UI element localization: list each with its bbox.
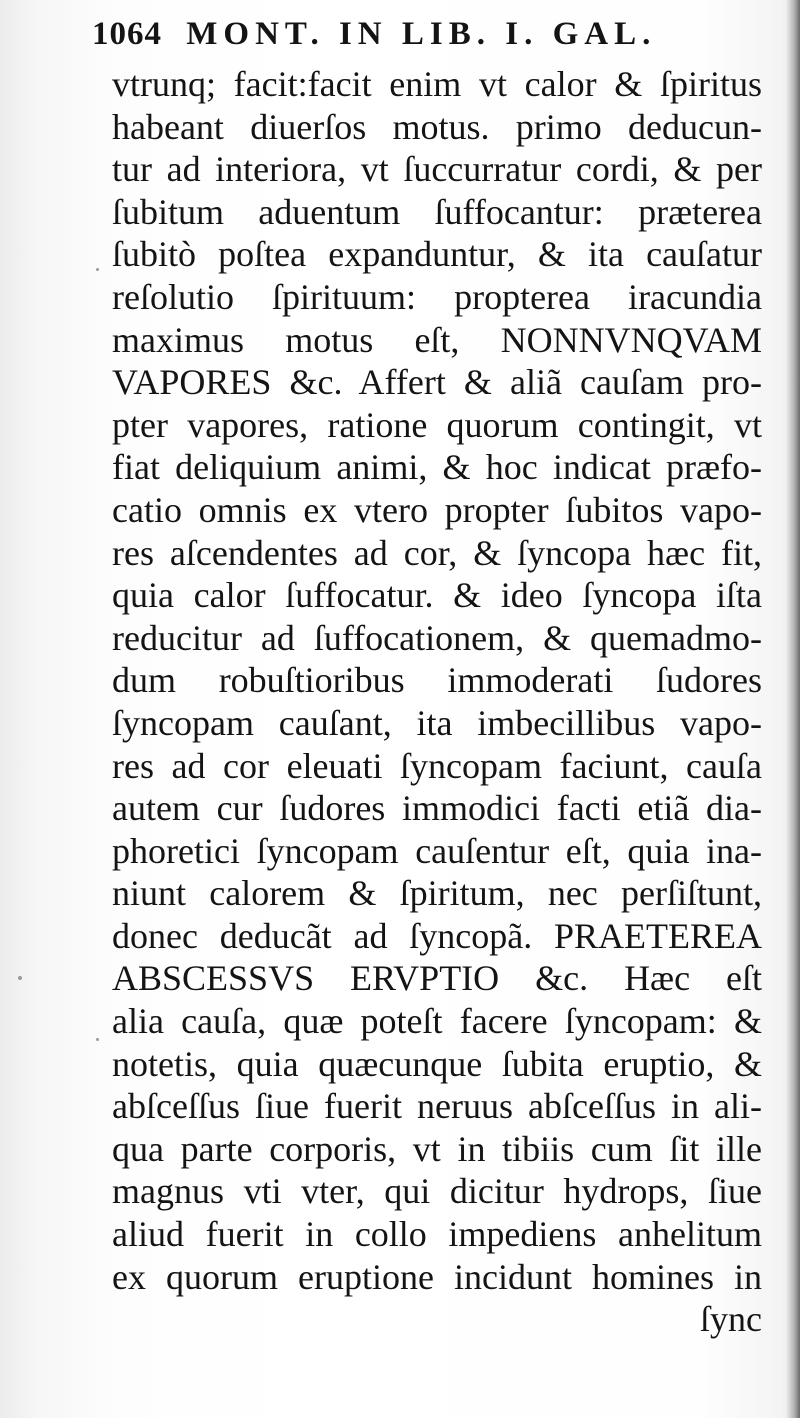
ink-speck: [96, 1038, 99, 1041]
text-line: abſceſſus ſiue fuerit neruus abſceſſus in ali-: [112, 1086, 762, 1127]
text-line: tur ad interiora, vt ſuccurratur cordi, & per: [112, 149, 762, 190]
text-line: dum robuſtioribus immoderati ſudores: [112, 660, 762, 701]
text-line: VAPORES &c. Affert & aliã cauſam pro-: [112, 362, 762, 403]
ink-speck: [18, 976, 22, 980]
page-header: [92, 12, 692, 56]
text-line: alia cauſa, quæ poteſt facere ſyncopam: &: [112, 1001, 762, 1042]
text-line: reſolutio ſpirituum: propterea iracundia: [112, 276, 762, 317]
text-line: vtrunq; facit:facit enim vt calor & ſpiritus: [112, 64, 762, 104]
catchword: ſync: [700, 1299, 762, 1340]
text-line: aliud fuerit in collo impediens anhelitum: [112, 1214, 762, 1255]
body-text: [112, 63, 762, 1341]
text-line: ſubitò poſtea expanduntur, & ita cauſatur: [112, 234, 762, 275]
text-line: ABSCESSVS ERVPTIO &c. Hæc eſt: [112, 958, 762, 999]
running-title: MONT. IN LIB. I. GAL.: [186, 16, 657, 52]
text-line: ex quorum eruptione incidunt homines in: [112, 1256, 762, 1297]
text-line: ſubitum aduentum ſuffocantur: præterea: [112, 191, 762, 232]
page-number: 1064: [92, 16, 162, 52]
text-line: catio omnis ex vtero propter ſubitos vapo-: [112, 489, 762, 530]
text-line: magnus vti vter, qui dicitur hydrops, ſiue: [112, 1171, 762, 1212]
text-line: notetis, quia quæcunque ſubita eruptio, &: [112, 1043, 762, 1084]
text-line: reducitur ad ſuffocationem, & quemadmo-: [112, 617, 762, 658]
text-line: fiat deliquium animi, & hoc indicat præfo-: [112, 447, 762, 488]
text-line: niunt calorem & ſpiritum, nec perſiſtunt,: [112, 873, 762, 914]
text-line: maximus motus eſt, NONNVNQVAM: [112, 319, 762, 360]
text-line: res ad cor eleuati ſyncopam faciunt, cauſa: [112, 745, 762, 786]
text-line: ſyncopam cauſant, ita imbecillibus vapo-: [112, 702, 762, 743]
text-line: res aſcendentes ad cor, & ſyncopa hæc fit,: [112, 532, 762, 573]
text-line: donec deducãt ad ſyncopã. PRAETEREA: [112, 915, 762, 956]
text-line: phoretici ſyncopam cauſentur eſt, quia ina-: [112, 830, 762, 871]
text-line: quia calor ſuffocatur. & ideo ſyncopa iſta: [112, 575, 762, 616]
text-line: autem cur ſudores immodici facti etiã dia-: [112, 788, 762, 829]
page-edge-shadow: [786, 0, 800, 1418]
text-line: pter vapores, ratione quorum contingit, vt: [112, 404, 762, 445]
text-line: habeant diuerſos motus. primo deducun-: [112, 106, 762, 147]
ink-speck: [96, 268, 99, 271]
text-line: qua parte corporis, vt in tibiis cum ſit ille: [112, 1128, 762, 1169]
